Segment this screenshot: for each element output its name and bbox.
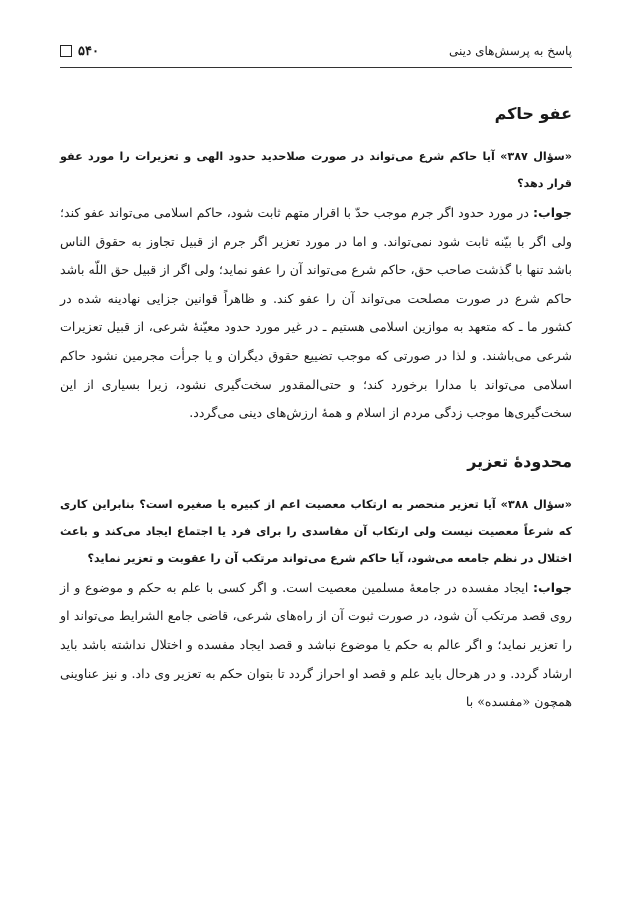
header-rule: [60, 67, 572, 68]
page-number-group: [60, 44, 99, 59]
answer-label: جواب:: [533, 205, 572, 220]
square-icon: [60, 45, 72, 57]
page-number: ۵۴۰: [78, 43, 99, 59]
answer-label: جواب:: [533, 579, 572, 595]
page-content: [60, 104, 572, 717]
answer-387: [60, 199, 572, 428]
answer-text: در مورد حدود اگر جرم موجب حدّ با اقرار متهم ثابت شود، حاکم اسلامی می‌تواند عفو کند؛ ولی اگر با بیّنه ثابت شود نمی‌تواند. و اما در مورد تعزیر اگر جرم از قبیل تجاوز به حقوق الناس باشد تنها با گذشت صاحب حق، حاکم شرع می‌تواند آن را عفو نماید؛ ولی اگر از قبیل حق اللّه باشد حاکم شرع در صورت مصلحت می‌تواند آن را عفو کند. و ظاهراً قوانین جزایی نهادینه شده در کشور ما ـ که متعهد به موازین اسلامی هستیم ـ در غیر مورد حدود معیّنهٔ شرعی، از قبیل تعزیرات شرعی می‌باشند. و لذا در صورتی که موجب تضییع حقوق دیگران و یا جرأت مجرمین نشود حاکم اسلامی می‌تواند با مدارا برخورد کند؛ و حتی‌المقدور سخت‌گیری نشود، زیرا بسیاری از این سخت‌گیری‌ها موجب زدگی مردم از اسلام و همهٔ ارزش‌های دینی می‌گردد.: [60, 205, 572, 421]
question-387: «سؤال ۳۸۷» آیا حاکم شرع می‌تواند در صورت صلاحدید حدود الهی و تعزیرات را مورد عفو قرار دهد؟: [60, 150, 572, 190]
question-388: «سؤال ۳۸۸» آیا تعزیر منحصر به ارتکاب معصیت اعم از کبیره یا صغیره است؟ بنابراین کاری که شرعاً معصیت نیست ولی ارتکاب آن مفاسدی را برای فرد یا اجتماع ایجاد می‌کند و باعث اختلال در نظم جامعه می‌شود، آیا حاکم شرع می‌تواند مرتکب آن را عقوبت و تعزیر نماید؟: [60, 497, 572, 565]
section-title-pardon: عفو حاکم: [494, 104, 572, 123]
answer-388: [60, 574, 572, 717]
running-title: پاسخ به پرسش‌های دینی: [448, 44, 572, 58]
section-title-tazir-scope: محدودهٔ تعزیر: [467, 451, 572, 471]
answer-text: ایجاد مفسده در جامعهٔ مسلمین معصیت است. و اگر کسی با علم به حکم و موضوع و از روی قصد مرتکب آن شود، در صورت ثبوت آن از راه‌های شرعی، قاضی جامع الشرایط می‌تواند او را تعزیر نماید؛ و اگر عالم به حکم یا موضوع نباشد و قصد ایجاد مفسده و اختلال نداشته باشد باید ارشاد گردد. و در هرحال باید علم و قصد او احراز گردد تا بتوان حکم به تعزیر وی داد. و نیز عناوینی همچون «مفسده» با: [60, 579, 572, 710]
page-header: [60, 40, 572, 62]
